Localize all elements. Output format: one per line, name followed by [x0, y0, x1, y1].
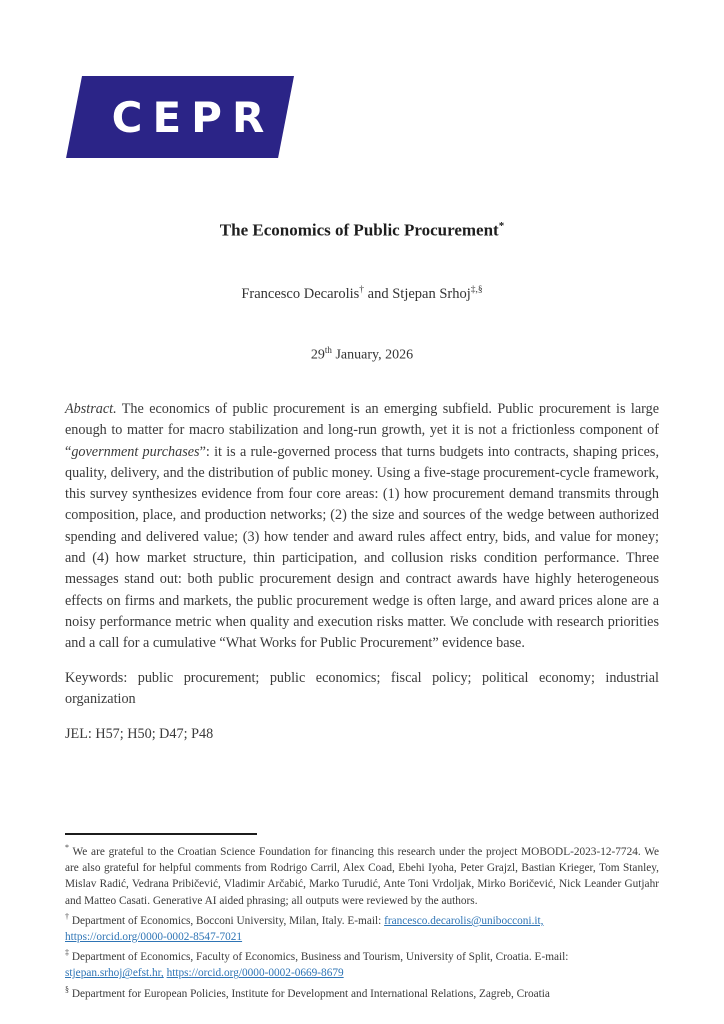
email-link-srhoj[interactable]: stjepan.srhoj@efst.hr, — [65, 967, 164, 980]
author-1-name: Francesco Decarolis — [241, 285, 360, 302]
orcid-link-srhoj[interactable]: https://orcid.org/0000-0002-0669-8679 — [166, 967, 344, 980]
footnotes-section — [65, 833, 659, 1002]
orcid-link-decarolis[interactable]: https://orcid.org/0000-0002-8547-7021 — [65, 931, 243, 944]
author-2-name: Stjepan Srhoj — [392, 285, 471, 302]
keywords-line: Keywords: public procurement; public economics; fiscal policy; political economy; industrial organization — [65, 669, 659, 707]
footnote-1-text: We are grateful to the Croatian Science Foundation for financing this research under the project MOBODL-2023-12-7724. We are also grateful for helpful comments from Rodrigo Carril, Alex Coad, Ebehi Iyoha, Peter Grajzl, Bastian Krieger, Tom Stanley, Mislav Radić, Vedrana Pribičević, Vladimir Arčabić, Marko Turudić, Ante Toni Vrdoljak, Mirko Boričević, Nick Leander Gutjahr and Matteo Casati. Generative AI aided phrasing; all outputs were reviewed by the authors. — [65, 845, 659, 907]
paper-title — [0, 220, 724, 241]
footnote-author-2-affiliation — [65, 945, 659, 981]
footnote-2-marker: † — [65, 911, 69, 921]
title-footnote-marker: * — [498, 220, 505, 232]
main-content — [65, 399, 659, 745]
footnote-3-marker: ‡ — [65, 948, 69, 958]
footnote-4-text: Department for European Policies, Institute for Development and International Relations, Zagreb, Croatia — [69, 987, 550, 1000]
date-ordinal: th — [324, 345, 332, 355]
author-line — [0, 285, 724, 303]
email-link-decarolis[interactable]: francesco.decarolis@unibocconi.it, — [384, 914, 544, 927]
cepr-logo — [82, 76, 294, 158]
footnote-author-1-affiliation — [65, 909, 659, 945]
author-2-marker: ‡,§ — [470, 285, 483, 295]
abstract-text-1: The economics of public procurement is an emerging subfield. Public procurement is large enough to matter for macro stabilization and long-run growth, yet it is not a frictionless component of “ — [65, 401, 659, 460]
abstract-text-2: ”: it is a rule-governed process that turns budgets into contracts, shaping prices, quality, delivery, and the distribution of public money. Using a five-stage procurement-cycle framework, this survey synthesizes evidence from four core areas: (1) how procurement demand transmits through composition, place, and production networks; (2) the size and sources of the wedge between authorized spending and delivered value; (3) how tender and award rules affect entry, bids, and value for money; and (4) how market structure, thin participation, and collusion risks condition performance. Three messages stand out: both public procurement design and contract awards have highly heterogeneous effects on firms and markets, the public procurement wedge is often large, and award prices alone are a noisy performance metric when quality and execution risks matter. We conclude with research priorities and a call for a cumulative “What Works for Public Procurement” evidence base. — [65, 443, 660, 652]
date-line — [0, 345, 724, 364]
footnote-acknowledgements — [65, 840, 659, 909]
abstract-label: Abstract. — [65, 401, 117, 417]
paper-title-text: The Economics of Public Procurement — [219, 220, 499, 240]
footnote-4-marker: § — [65, 984, 69, 994]
footnote-separator-rule — [65, 833, 257, 835]
date-rest: January, 2026 — [331, 347, 414, 363]
footnote-1-marker: * — [65, 843, 69, 852]
date-day: 29 — [310, 347, 325, 363]
footnote-2-text: Department of Economics, Bocconi University, Milan, Italy. E-mail: — [69, 914, 385, 927]
footnote-3-text: Department of Economics, Faculty of Economics, Business and Tourism, University of Split, Croatia. E-mail: — [69, 951, 569, 964]
author-connector: and — [364, 285, 393, 302]
abstract-italic-phrase: government purchases — [71, 443, 200, 460]
footnote-author-2-second-affiliation — [65, 982, 659, 1002]
jel-line: JEL: H57; H50; D47; P48 — [65, 726, 214, 743]
abstract-paragraph — [65, 399, 659, 655]
author-1-marker: † — [359, 285, 365, 295]
cepr-logo-text: CEPR — [111, 92, 275, 142]
